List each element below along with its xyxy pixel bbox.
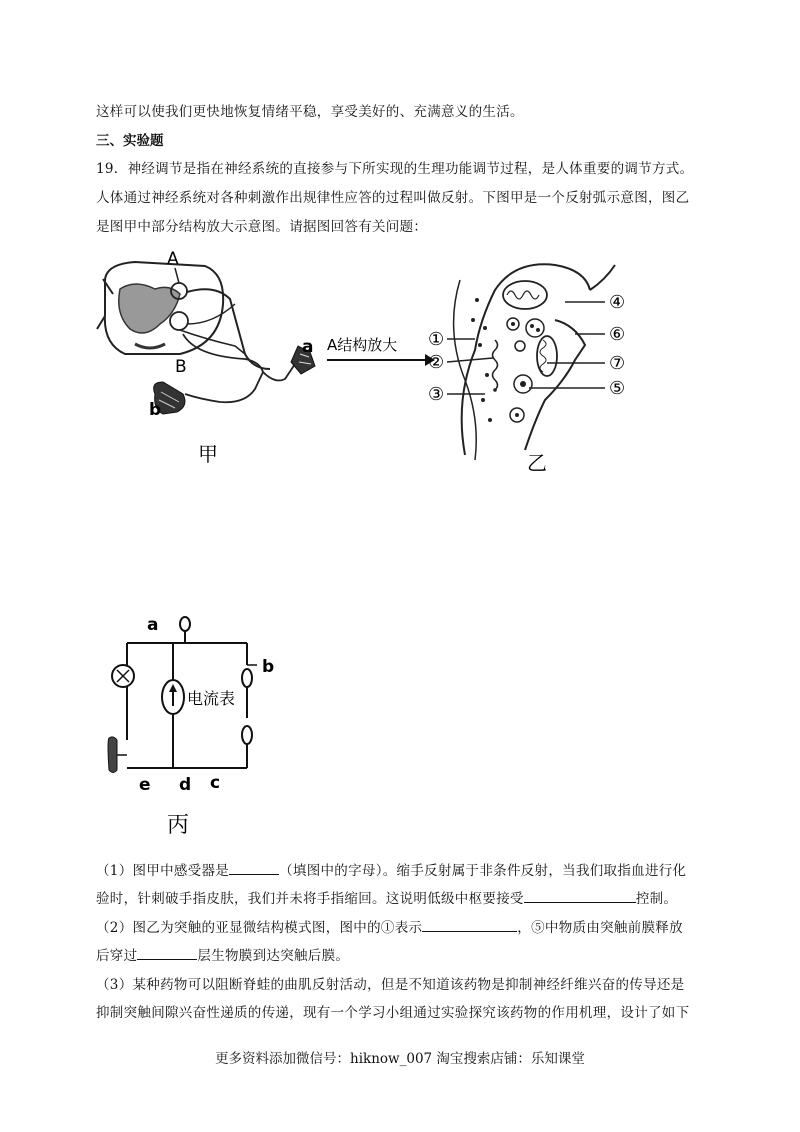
label-3: ③ <box>428 384 445 405</box>
section-title: 三、实验题 <box>96 133 164 149</box>
label-b: b <box>262 657 275 677</box>
sub1-part1: （1）图甲中感受器是 <box>96 863 230 879</box>
sub1-part3: 验时，针刺破手指皮肤，我们并未将手指缩回。这说明低级中枢要接受 <box>96 891 524 907</box>
answer-blank-1[interactable] <box>229 860 279 875</box>
figure-bing-caption: 丙 <box>167 813 190 838</box>
label-d: d <box>179 775 192 795</box>
answer-blank-4[interactable] <box>137 945 197 960</box>
question-19-line-1: 19．神经调节是指在神经系统的直接参与下所实现的生理功能调节过程，是人体重要的调节方式。 <box>96 161 694 177</box>
page-footer: 更多资料添加微信号：hiknow_007 淘宝搜索店铺：乐知课堂 <box>215 1051 585 1067</box>
sub1-part2: （填图中的字母）。缩手反射属于非条件反射，当我们取指血进行化 <box>279 863 687 879</box>
sub-question-2-line-2 <box>96 944 349 964</box>
figure-bing <box>105 610 290 840</box>
label-B: B <box>175 357 187 377</box>
sub2-part4: 层生物膜到达突触后膜。 <box>197 948 350 964</box>
label-b: b <box>149 400 162 420</box>
label-1: ① <box>428 329 445 350</box>
answer-blank-2[interactable] <box>524 888 636 903</box>
figure-yi-caption: 乙 <box>527 451 547 475</box>
intro-tail-text: 这样可以使我们更快地恢复情绪平稳，享受美好的、充满意义的生活。 <box>96 104 524 120</box>
meter-label: 电流表 <box>187 689 236 708</box>
sub-question-3-line-2: 抑制突触间隙兴奋性递质的传递，现有一个学习小组通过实验探究该药物的作用机理，设计了如下 <box>96 1005 690 1021</box>
label-2: ② <box>428 352 445 373</box>
enlarge-arrow <box>325 330 435 370</box>
label-6: ⑥ <box>609 324 626 345</box>
sub2-part2: ，⑤中物质由突触前膜释放 <box>517 920 683 936</box>
figure-yi <box>425 250 645 480</box>
label-c: c <box>210 773 221 793</box>
label-a: a <box>147 615 159 635</box>
sub-question-1-line-1 <box>96 859 686 879</box>
label-a: a <box>302 337 314 357</box>
question-19-line-3: 是图甲中部分结构放大示意图。请据图回答有关问题： <box>96 219 428 235</box>
question-19-line-2: 人体通过神经系统对各种刺激作出规律性应答的过程叫做反射。下图甲是一个反射弧示意图，图乙 <box>96 190 690 206</box>
sub-question-1-line-2 <box>96 887 677 907</box>
sub2-part1: （2）图乙为突触的亚显微结构模式图，图中的①表示 <box>96 920 423 936</box>
answer-blank-3[interactable] <box>422 917 517 932</box>
sub-question-3-line-1: （3）某种药物可以阻断脊蛙的曲肌反射活动，但是不知道该药物是抑制神经纤维兴奋的传导还是 <box>96 977 685 993</box>
sub-question-2-line-1 <box>96 916 683 936</box>
label-A: A <box>167 249 179 269</box>
label-e: e <box>139 775 151 795</box>
sub1-part4: 控制。 <box>635 891 678 907</box>
sub2-part3: 后穿过 <box>96 948 138 964</box>
figure-jia-caption: 甲 <box>198 442 218 466</box>
label-7: ⑦ <box>609 353 626 374</box>
label-4: ④ <box>609 292 626 313</box>
label-5: ⑤ <box>609 378 626 399</box>
enlarge-arrow-text: A结构放大 <box>327 336 398 354</box>
figure-jia <box>95 244 335 474</box>
